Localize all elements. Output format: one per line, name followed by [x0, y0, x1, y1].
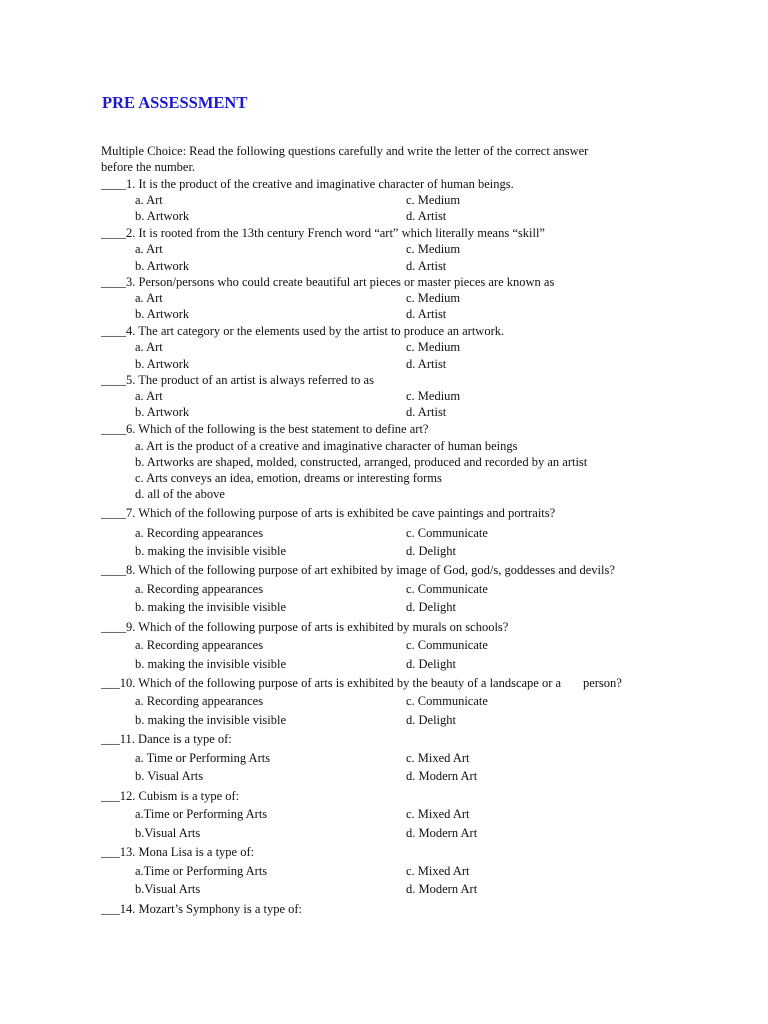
option-a: a.Time or Performing Arts: [135, 864, 268, 878]
option-a: a. Art: [135, 193, 163, 207]
option-d: d. Delight: [406, 713, 456, 727]
option-b: b. making the invisible visible: [135, 600, 287, 614]
question-9: ____9. Which of the following purpose of arts is exhibited by murals on schools?: [101, 620, 509, 634]
question-11: ___11. Dance is a type of:: [101, 732, 232, 746]
option-d: d. Artist: [406, 209, 447, 223]
option-a: a. Art: [135, 340, 163, 354]
option-a: a. Art: [135, 242, 163, 256]
page-title: PRE ASSESSMENT: [102, 93, 248, 112]
option-a: a. Recording appearances: [135, 694, 264, 708]
option-a: a.Time or Performing Arts: [135, 807, 268, 821]
option-d: d. all of the above: [135, 487, 225, 501]
option-a: a. Recording appearances: [135, 526, 264, 540]
question-3: ____3. Person/persons who could create beautiful art pieces or master pieces are known as: [101, 275, 555, 289]
option-c: c. Medium: [406, 291, 461, 305]
option-a: a. Recording appearances: [135, 582, 264, 596]
question-10: ___10. Which of the following purpose of arts is exhibited by the beauty of a landscape or a person?: [101, 676, 622, 690]
option-c: c. Mixed Art: [406, 807, 470, 821]
option-c: c. Medium: [406, 389, 461, 403]
question-14: ___14. Mozart’s Symphony is a type of:: [101, 902, 303, 916]
question-6: ____6. Which of the following is the best statement to define art?: [101, 422, 429, 436]
question-2: ____2. It is rooted from the 13th century French word “art” which literally means “skill”: [101, 226, 545, 240]
option-b: b.Visual Arts: [135, 882, 201, 896]
instructions-line-2: before the number.: [101, 160, 196, 174]
option-c: c. Communicate: [406, 582, 488, 596]
option-c: c. Mixed Art: [406, 751, 470, 765]
option-a: a. Art: [135, 291, 163, 305]
option-a: a. Art: [135, 389, 163, 403]
option-d: d. Artist: [406, 405, 447, 419]
option-c: c. Medium: [406, 193, 461, 207]
option-d: d. Delight: [406, 544, 456, 558]
question-5: ____5. The product of an artist is always referred to as: [101, 373, 374, 387]
option-c: c. Mixed Art: [406, 864, 470, 878]
option-b: b. Artwork: [135, 259, 190, 273]
option-a: a. Recording appearances: [135, 638, 264, 652]
question-1: ____1. It is the product of the creative and imaginative character of human beings.: [101, 177, 514, 191]
option-d: d. Modern Art: [406, 882, 478, 896]
option-d: d. Artist: [406, 357, 447, 371]
option-b: b. making the invisible visible: [135, 657, 287, 671]
question-8: ____8. Which of the following purpose of art exhibited by image of God, god/s, goddesses and devils?: [101, 563, 615, 577]
option-d: d. Delight: [406, 600, 456, 614]
option-b: b. making the invisible visible: [135, 544, 287, 558]
option-c: c. Arts conveys an idea, emotion, dreams or interesting forms: [135, 471, 442, 485]
option-b: b. Artwork: [135, 405, 190, 419]
option-b: b. Artwork: [135, 209, 190, 223]
option-b: b. making the invisible visible: [135, 713, 287, 727]
option-b: b. Artwork: [135, 307, 190, 321]
option-d: d. Modern Art: [406, 826, 478, 840]
option-a: a. Time or Performing Arts: [135, 751, 271, 765]
option-c: c. Medium: [406, 242, 461, 256]
option-b: b. Artworks are shaped, molded, constructed, arranged, produced and recorded by an artist: [135, 455, 588, 469]
question-4: ____4. The art category or the elements used by the artist to produce an artwork.: [101, 324, 505, 338]
option-a: a. Art is the product of a creative and imaginative character of human beings: [135, 439, 518, 453]
question-13: ___13. Mona Lisa is a type of:: [101, 845, 255, 859]
option-d: d. Delight: [406, 657, 456, 671]
option-c: c. Communicate: [406, 694, 488, 708]
option-c: c. Medium: [406, 340, 461, 354]
option-b: b. Visual Arts: [135, 769, 204, 783]
question-7: ____7. Which of the following purpose of arts is exhibited be cave paintings and portraits?: [101, 506, 556, 520]
option-d: d. Modern Art: [406, 769, 478, 783]
option-c: c. Communicate: [406, 638, 488, 652]
option-c: c. Communicate: [406, 526, 488, 540]
option-b: b. Artwork: [135, 357, 190, 371]
question-12: ___12. Cubism is a type of:: [101, 789, 240, 803]
option-d: d. Artist: [406, 307, 447, 321]
option-b: b.Visual Arts: [135, 826, 201, 840]
instructions-line-1: Multiple Choice: Read the following questions carefully and write the letter of the correct answer: [101, 144, 589, 158]
option-d: d. Artist: [406, 259, 447, 273]
